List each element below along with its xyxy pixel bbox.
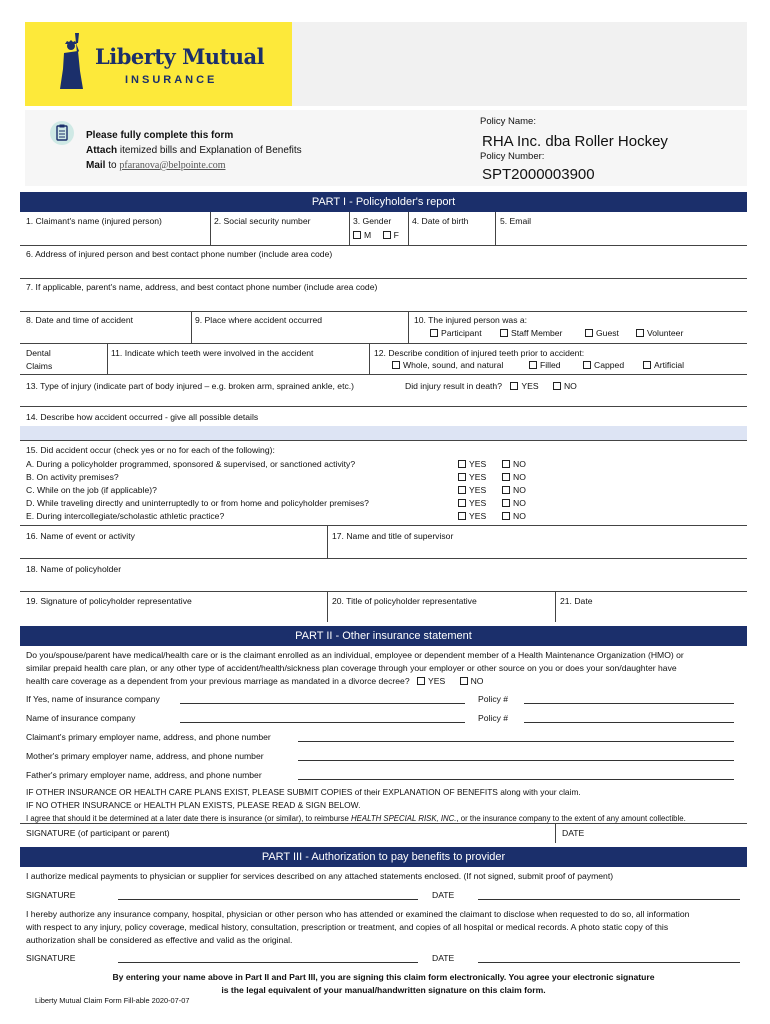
parent-info-field[interactable]: 7. If applicable, parent's name, address, and best contact phone number (include area code) (26, 282, 378, 292)
policy-no-label-2: Policy # (478, 713, 509, 723)
teeth-whole[interactable] (392, 360, 503, 370)
no-label: NO (513, 511, 526, 521)
rule (20, 406, 747, 407)
accident-place-field[interactable]: 9. Place where accident occurred (195, 315, 323, 325)
no-label: NO (513, 459, 526, 469)
teeth-filled[interactable] (529, 360, 561, 370)
teeth-condition-label: 12. Describe condition of injured teeth prior to accident: (374, 348, 585, 358)
yes-label: YES (469, 472, 487, 482)
role-volunteer[interactable] (636, 328, 683, 338)
injured-role-label: 10. The injured person was a: (414, 315, 528, 325)
yes-checkbox[interactable] (458, 512, 466, 520)
yes-checkbox[interactable] (458, 499, 466, 507)
checkbox[interactable] (636, 329, 644, 337)
no-checkbox[interactable] (502, 512, 510, 520)
option-label: Filled (540, 360, 561, 370)
instructions (86, 128, 302, 173)
question-line: Do you/spouse/parent have medical/health care or is the claimant enrolled as an individual, employee or dependent member of a Health Maintenance Organization (HMO) or (26, 650, 684, 660)
other-insurance-notes (26, 786, 686, 825)
no-checkbox[interactable] (502, 486, 510, 494)
yes-checkbox[interactable] (458, 460, 466, 468)
other-insurance-question (26, 649, 684, 688)
rule (20, 558, 747, 559)
divider (369, 343, 370, 374)
yes-label: YES (469, 459, 487, 469)
option-label: Participant (441, 328, 482, 338)
checkbox[interactable] (585, 329, 593, 337)
address-field[interactable]: 6. Address of injured person and best contact phone number (include area code) (26, 249, 333, 259)
accident-datetime-field[interactable]: 8. Date and time of accident (26, 315, 134, 325)
rule (20, 374, 747, 375)
logo-text: Liberty Mutual (95, 44, 265, 69)
rule (20, 440, 747, 441)
insurance-company-input[interactable] (180, 722, 465, 723)
esignature-notice (20, 971, 747, 997)
no-label: NO (563, 381, 577, 391)
agreement-text: I agree that should it be determined at a later date there is insurance (or similar), to reimburse (26, 814, 352, 823)
esign-line: is the legal equivalent of your manual/handwritten signature on this claim form. (221, 985, 546, 995)
question-line: similar prepaid health care plan, or any other type of accident/health/sickness plan coverage through your employer or other source on you or does your son/daughter have (26, 663, 677, 673)
rule (20, 245, 747, 246)
checkbox[interactable] (583, 361, 591, 369)
divider (408, 212, 409, 245)
teeth-capped[interactable] (583, 360, 624, 370)
insurance-name-input[interactable] (180, 703, 465, 704)
option-label: Capped (594, 360, 625, 370)
instruction-line1: Please fully complete this form (86, 130, 234, 141)
auth-payment-text: I authorize medical payments to physician or supplier for services described on any attached statements enclosed. (If not signed, submit proof of payment) (26, 871, 614, 881)
other-ins-no-checkbox[interactable] (460, 677, 468, 685)
signature-label-2: SIGNATURE (26, 953, 76, 963)
yes-label: YES (469, 498, 487, 508)
question-line: health care coverage as a dependent from your previous marriage as mandated in a divorce decree? (26, 676, 410, 686)
accident-context-list (26, 458, 369, 523)
policy-no-input-2[interactable] (524, 722, 734, 723)
role-participant[interactable] (430, 328, 482, 338)
context-item: C. While on the job (if applicable)? (26, 485, 157, 495)
divider (191, 311, 192, 343)
policy-no-label: Policy # (478, 694, 509, 704)
divider (327, 525, 328, 558)
rule (20, 823, 747, 824)
policy-name-label: Policy Name: (480, 116, 536, 127)
divider (349, 212, 350, 245)
gender-f-label: F (393, 230, 399, 240)
divider (495, 212, 496, 245)
agreement-company: HEALTH SPECIAL RISK, INC. (351, 814, 457, 823)
divider (210, 212, 211, 245)
no-checkbox[interactable] (502, 473, 510, 481)
teeth-artificial[interactable] (643, 360, 684, 370)
statue-of-liberty-icon (55, 31, 89, 91)
no-label: NO (513, 498, 526, 508)
esign-line: By entering your name above in Part II and Part III, you are signing this claim form electronically. You agree your electronic signature (112, 972, 655, 982)
policyholder-name-field[interactable]: 18. Name of policyholder (26, 564, 122, 574)
gender-m-label: M (364, 230, 372, 240)
dental-label-1: Dental (26, 348, 51, 358)
part2-title: PART II - Other insurance statement (20, 626, 747, 646)
checkbox[interactable] (643, 361, 651, 369)
header-gray-band (292, 22, 747, 106)
insurance-name-label: If Yes, name of insurance company (26, 694, 160, 704)
death-no-checkbox[interactable] (553, 382, 561, 390)
rep-title-field[interactable]: 20. Title of policyholder representative (332, 596, 477, 606)
injury-type-field[interactable]: 13. Type of injury (indicate part of body injured – e.g. broken arm, sprained ankle, etc.) (26, 381, 355, 391)
option-label: Staff Member (511, 328, 563, 338)
note-line: IF OTHER INSURANCE OR HEALTH CARE PLANS EXIST, PLEASE SUBMIT COPIES of their EXPLANATION OF BENEFITS along with your claim. (26, 787, 581, 797)
option-label: Whole, sound, and natural (403, 360, 504, 370)
role-staff[interactable] (500, 328, 562, 338)
auth-disclosure-text (26, 908, 689, 947)
no-label: NO (470, 676, 484, 686)
part3-date-input[interactable] (478, 899, 740, 900)
gender-label: 3. Gender (353, 216, 392, 226)
dental-label-2: Claims (26, 361, 53, 371)
policy-number-label: Policy Number: (480, 151, 545, 162)
dob-field[interactable]: 4. Date of birth (412, 216, 469, 226)
checkbox[interactable] (500, 329, 508, 337)
rule (20, 525, 747, 526)
option-label: Volunteer (647, 328, 684, 338)
claimant-employer-input[interactable] (298, 741, 734, 742)
rule (20, 591, 747, 592)
part3-signature-input[interactable] (118, 899, 418, 900)
agreement-text-end: , or the insurance company to the extent of any amount collectible. (456, 814, 686, 823)
mother-employer-input[interactable] (298, 760, 734, 761)
accident-context-label: 15. Did accident occur (check yes or no for each of the following): (26, 445, 275, 455)
disclosure-line: with respect to any injury, policy coverage, medical history, consultation, prescription or treatment, and copies of all hospital or medical records. A photo static copy of this (26, 922, 669, 932)
no-checkbox[interactable] (502, 499, 510, 507)
teeth-involved-field[interactable]: 11. Indicate which teeth were involved in the accident (111, 348, 314, 358)
instruction-mail: Mail (86, 160, 106, 171)
yes-label: YES (469, 485, 487, 495)
rule (20, 278, 747, 279)
disclosure-line: I hereby authorize any insurance company, hospital, physician or other person who has attended or examined the claimant to disclose when requested to do so, all information (26, 909, 690, 919)
instruction-attach: Attach (86, 145, 118, 156)
instruction-mail-rest: to (105, 160, 120, 171)
no-checkbox[interactable] (502, 460, 510, 468)
accident-description-field[interactable]: 14. Describe how accident occurred - give all possible details (26, 412, 259, 422)
clipboard-icon (50, 121, 74, 145)
context-item: E. During intercollegiate/scholastic athletic practice? (26, 511, 225, 521)
father-employer-label: Father's primary employer name, address, and phone number (26, 770, 262, 780)
other-ins-yes-checkbox[interactable] (417, 677, 425, 685)
death-question-label: Did injury result in death? (405, 381, 502, 391)
rule (20, 343, 747, 344)
divider (408, 311, 409, 343)
yes-label: YES (469, 511, 487, 521)
divider (107, 343, 108, 374)
date-label-2: DATE (432, 953, 455, 963)
divider (555, 823, 556, 843)
checkbox[interactable] (529, 361, 537, 369)
gender-f-checkbox[interactable] (383, 231, 391, 239)
role-guest[interactable] (585, 328, 619, 338)
death-question (405, 381, 577, 391)
ssn-field[interactable]: 2. Social security number (214, 216, 311, 226)
description-input-band[interactable] (20, 426, 747, 440)
claimant-employer-label: Claimant's primary employer name, address, and phone number (26, 732, 271, 742)
death-yes-checkbox[interactable] (510, 382, 518, 390)
policy-name-field[interactable]: RHA Inc. dba Roller Hockey (482, 133, 668, 150)
part2-date-field[interactable]: DATE (562, 828, 585, 838)
context-item: D. While traveling directly and uninterruptedly to or from home and policyholder premises? (26, 498, 369, 508)
signature-label: SIGNATURE (26, 890, 76, 900)
claimant-name-field[interactable]: 1. Claimant's name (injured person) (26, 216, 162, 226)
logo-subtitle: INSURANCE (125, 74, 218, 86)
part3-date-input-2[interactable] (478, 962, 740, 963)
note-line: IF NO OTHER INSURANCE or HEALTH PLAN EXISTS, PLEASE READ & SIGN BELOW. (26, 800, 361, 810)
gender-m-checkbox[interactable] (353, 231, 361, 239)
option-label: Guest (596, 328, 619, 338)
context-no-column (502, 458, 526, 523)
context-item: B. On activity premises? (26, 472, 119, 482)
yes-checkbox[interactable] (458, 473, 466, 481)
yes-checkbox[interactable] (458, 486, 466, 494)
checkbox[interactable] (392, 361, 400, 369)
no-label: NO (513, 472, 526, 482)
rule (20, 311, 747, 312)
clipboard-icon-bg (50, 121, 74, 145)
rep-signature-field[interactable]: 19. Signature of policyholder representative (26, 596, 192, 606)
option-label: Artificial (654, 360, 685, 370)
context-yes-column (458, 458, 486, 523)
part2-signature-field[interactable]: SIGNATURE (of participant or parent) (26, 828, 170, 838)
mother-employer-label: Mother's primary employer name, address, and phone number (26, 751, 264, 761)
part3-signature-input-2[interactable] (118, 962, 418, 963)
no-label: NO (513, 485, 526, 495)
rep-date-field[interactable]: 21. Date (560, 596, 593, 606)
part3-title: PART III - Authorization to pay benefits to provider (20, 847, 747, 867)
supervisor-field[interactable]: 17. Name and title of supervisor (332, 531, 454, 541)
disclosure-line: authorization shall be considered as effective and valid as the original. (26, 935, 293, 945)
instruction-attach-rest: itemized bills and Explanation of Benefits (117, 145, 302, 156)
father-employer-input[interactable] (298, 779, 734, 780)
context-item: A. During a policyholder programmed, sponsored & supervised, or sanctioned activity? (26, 459, 356, 469)
date-label: DATE (432, 890, 455, 900)
divider (327, 591, 328, 622)
yes-label: YES (521, 381, 539, 391)
form-footer: Liberty Mutual Claim Form Fill-able 2020-07-07 (35, 996, 190, 1005)
insurance-company-label: Name of insurance company (26, 713, 136, 723)
yes-label: YES (428, 676, 446, 686)
email-field[interactable]: 5. Email (500, 216, 532, 226)
gender-options (353, 230, 399, 240)
checkbox[interactable] (430, 329, 438, 337)
email-link[interactable]: pfaranova@belpointe.com (119, 160, 226, 171)
policy-no-input[interactable] (524, 703, 734, 704)
part1-title: PART I - Policyholder's report (20, 192, 747, 212)
event-name-field[interactable]: 16. Name of event or activity (26, 531, 135, 541)
divider (555, 591, 556, 622)
policy-number-field[interactable]: SPT2000003900 (482, 166, 595, 183)
